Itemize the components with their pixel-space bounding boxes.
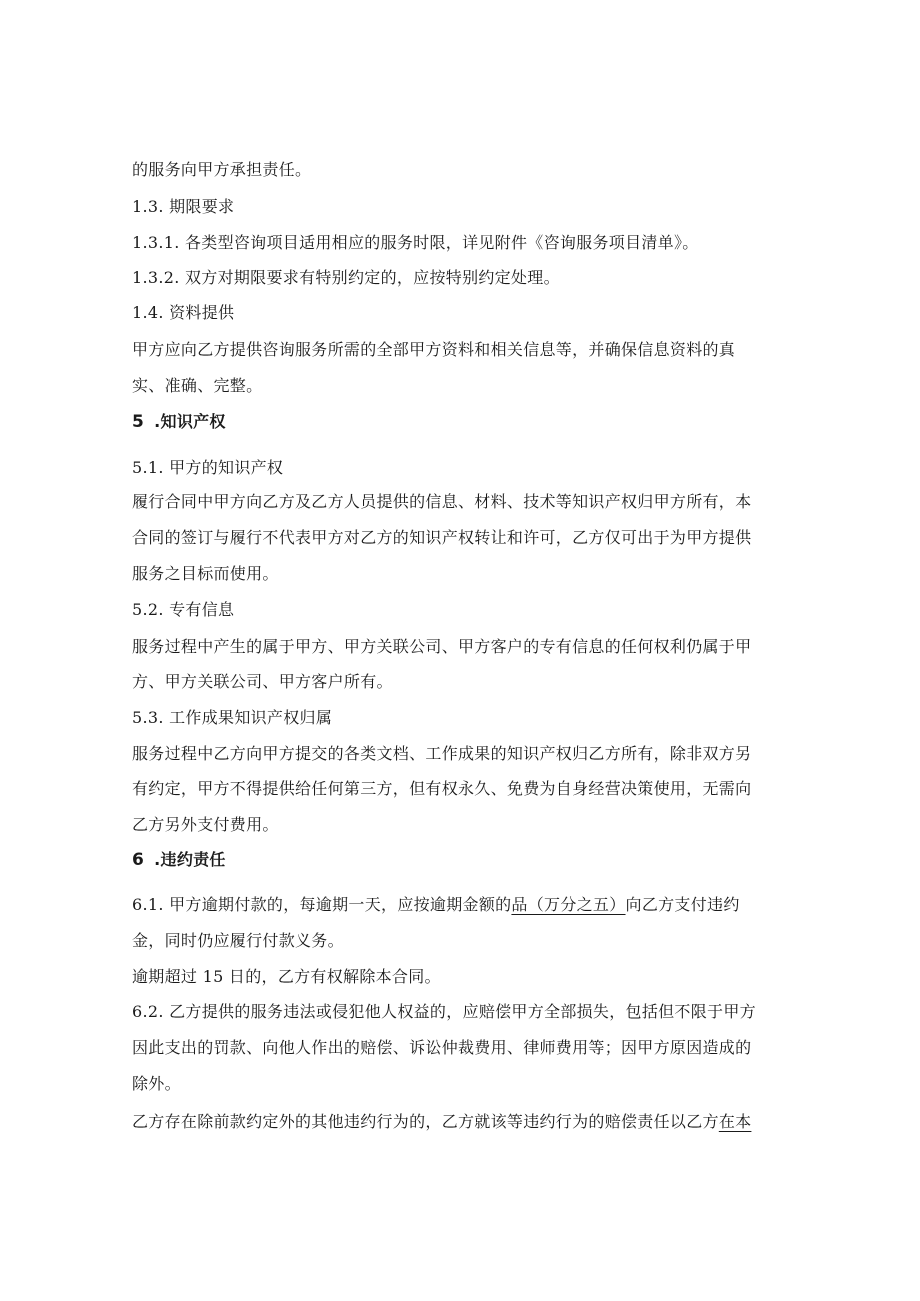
clause-1-3-1: 1.3.1. 各类型咨询项目适用相应的服务时限，详见附件《咨询服务项目清单》。 bbox=[132, 233, 699, 252]
paragraph-text: 乙方存在除前款约定外的其他违约行为的，乙方就该等违约行为的赔偿责任以乙方 bbox=[132, 1112, 719, 1131]
heading-5-number: 5 bbox=[132, 412, 145, 432]
heading-5 bbox=[132, 412, 226, 432]
paragraph-line: 除外。 bbox=[132, 1074, 181, 1093]
heading-5-title: .知识产权 bbox=[154, 412, 226, 431]
paragraph-line: 合同的签订与履行不代表甲方对乙方的知识产权转让和许可，乙方仅可出于为甲方提供 bbox=[132, 528, 752, 547]
section-5-3-title: 5.3. 工作成果知识产权归属 bbox=[132, 708, 333, 727]
paragraph-line: 服务之目标而使用。 bbox=[132, 564, 279, 583]
section-1-4-title: 1.4. 资料提供 bbox=[132, 303, 235, 322]
paragraph-line: 方、甲方关联公司、甲方客户所有。 bbox=[132, 672, 393, 691]
penalty-rate-underlined: 品（万分之五） bbox=[511, 895, 626, 914]
paragraph-line: 乙方另外支付费用。 bbox=[132, 815, 279, 834]
paragraph-line: 履行合同中甲方向乙方及乙方人员提供的信息、材料、技术等知识产权归甲方所有，本 bbox=[132, 492, 752, 511]
clause-6-1-text: 6.1. 甲方逾期付款的，每逾期一天，应按逾期金额的 bbox=[132, 895, 512, 914]
underlined-text: 在本 bbox=[718, 1112, 752, 1131]
paragraph-line: 实、准确、完整。 bbox=[132, 376, 263, 395]
paragraph-line: 甲方应向乙方提供咨询服务所需的全部甲方资料和相关信息等，并确保信息资料的真 bbox=[132, 340, 736, 359]
paragraph-line: 有约定，甲方不得提供给任何第三方，但有权永久、免费为自身经营决策使用，无需向 bbox=[132, 779, 752, 798]
section-5-2-title: 5.2. 专有信息 bbox=[132, 600, 235, 619]
paragraph-line: 服务过程中乙方向甲方提交的各类文档、工作成果的知识产权归乙方所有，除非双方另 bbox=[132, 744, 752, 763]
paragraph-line: 的服务向甲方承担责任。 bbox=[132, 160, 312, 179]
paragraph-line: 因此支出的罚款、向他人作出的赔偿、诉讼仲裁费用、律师费用等；因甲方原因造成的 bbox=[132, 1038, 752, 1057]
paragraph-line: 逾期超过 15 日的，乙方有权解除本合同。 bbox=[132, 967, 441, 986]
heading-6-number: 6 bbox=[132, 850, 145, 870]
section-1-3-title: 1.3. 期限要求 bbox=[132, 197, 235, 216]
heading-6-title: .违约责任 bbox=[154, 850, 226, 869]
paragraph-line bbox=[132, 1112, 751, 1132]
clause-6-2: 6.2. 乙方提供的服务违法或侵犯他人权益的，应赔偿甲方全部损失，包括但不限于甲方 bbox=[132, 1002, 756, 1021]
clause-6-1 bbox=[132, 895, 740, 915]
paragraph-line: 金，同时仍应履行付款义务。 bbox=[132, 931, 344, 950]
clause-1-3-2: 1.3.2. 双方对期限要求有特别约定的，应按特别约定处理。 bbox=[132, 268, 560, 287]
paragraph-line: 服务过程中产生的属于甲方、甲方关联公司、甲方客户的专有信息的任何权利仍属于甲 bbox=[132, 637, 752, 656]
section-5-1-title: 5.1. 甲方的知识产权 bbox=[132, 458, 284, 477]
clause-6-1-text-end: 向乙方支付违约 bbox=[625, 895, 740, 914]
heading-6 bbox=[132, 850, 226, 870]
